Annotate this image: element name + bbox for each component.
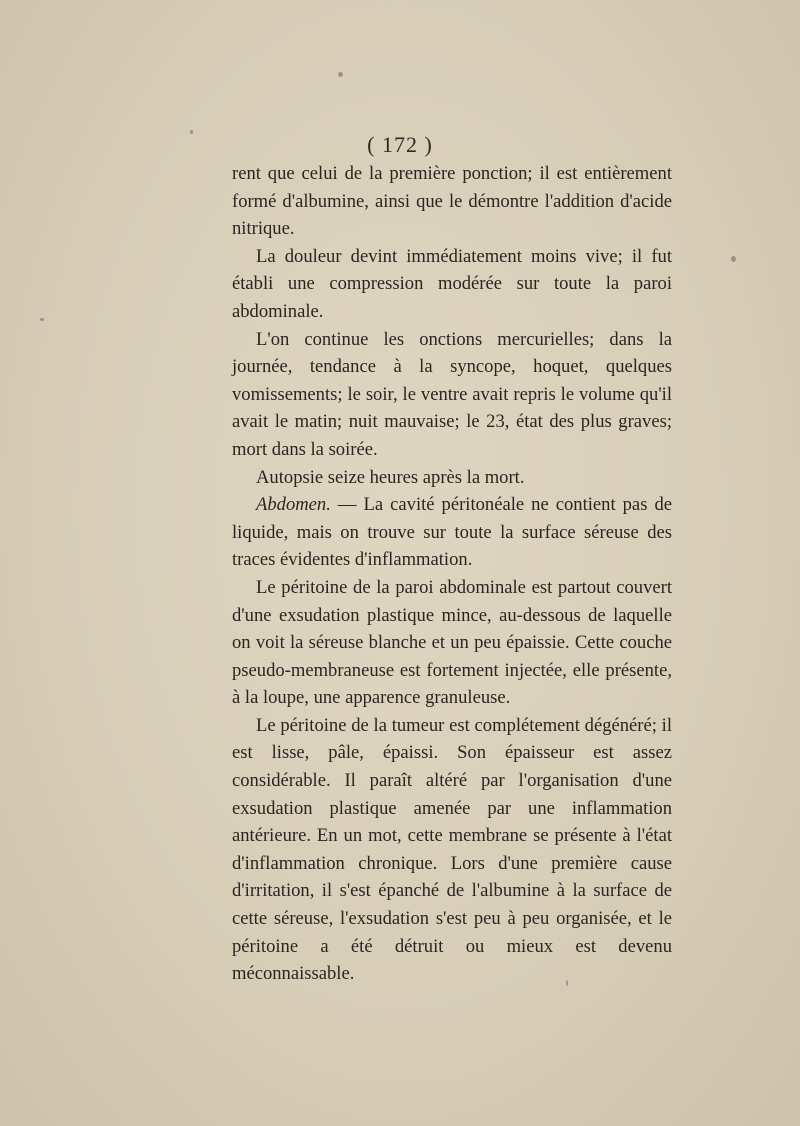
page-body-text — [232, 160, 672, 988]
paragraph-autopsie: Autopsie seize heures après la mort. — [256, 466, 525, 488]
paragraph-tumeur: Le péritoine de la tumeur est complétement dégénéré; il est lisse, pâle, épaissi. Son épaisseur est assez considérable. Il paraît altéré par l'organisation d'une exsudation plastique amenée par une inflammation antérieure. En un mot, cette membrane se présente à l'état d'inflammation chronique. Lors d'une première cause d'irritation, il s'est épanché de l'albumine à la surface de cette séreuse, l'exsudation s'est peu à peu organisée, et le péritoine a été détruit ou mieux est devenu méconnaissable. — [232, 714, 672, 985]
paper-speck — [338, 72, 343, 77]
section-label-abdomen: Abdomen. — [256, 494, 331, 516]
paper-speck — [40, 318, 44, 321]
page-number: ( 172 ) — [367, 132, 433, 157]
paragraph-paroi: Le péritoine de la paroi abdominale est partout couvert d'une exsudation plastique mince, au-dessous de laquelle on voit la séreuse blanche et un peu épaissie. Cette couche pseudo-membraneuse est fortement injectée, elle présente, à la loupe, une apparence granuleuse. — [232, 576, 672, 709]
paragraph-continuation: rent que celui de la première ponction; il est entièrement formé d'albumine, ainsi que le démontre l'addition d'acide nitrique. — [232, 163, 672, 240]
paragraph-onctions: L'on continue les onctions mercurielles; dans la journée, tendance à la syncope, hoquet, quelques vomissements; le soir, le ventre avait repris le volume qu'il avait le matin; nuit mauvaise; le 23, état des plus graves; mort dans la soirée. — [232, 328, 672, 460]
paragraph-abdomen-text: — La cavité péritonéale ne contient pas de liquide, mais on trouve sur toute la surface séreuse des traces évidentes d'inflammation. — [232, 494, 672, 571]
paper-speck — [731, 256, 736, 262]
paragraph-abdomen — [232, 491, 672, 574]
paragraph-douleur: La douleur devint immédiatement moins vive; il fut établi une compression modérée sur toute la paroi abdominale. — [232, 245, 672, 322]
